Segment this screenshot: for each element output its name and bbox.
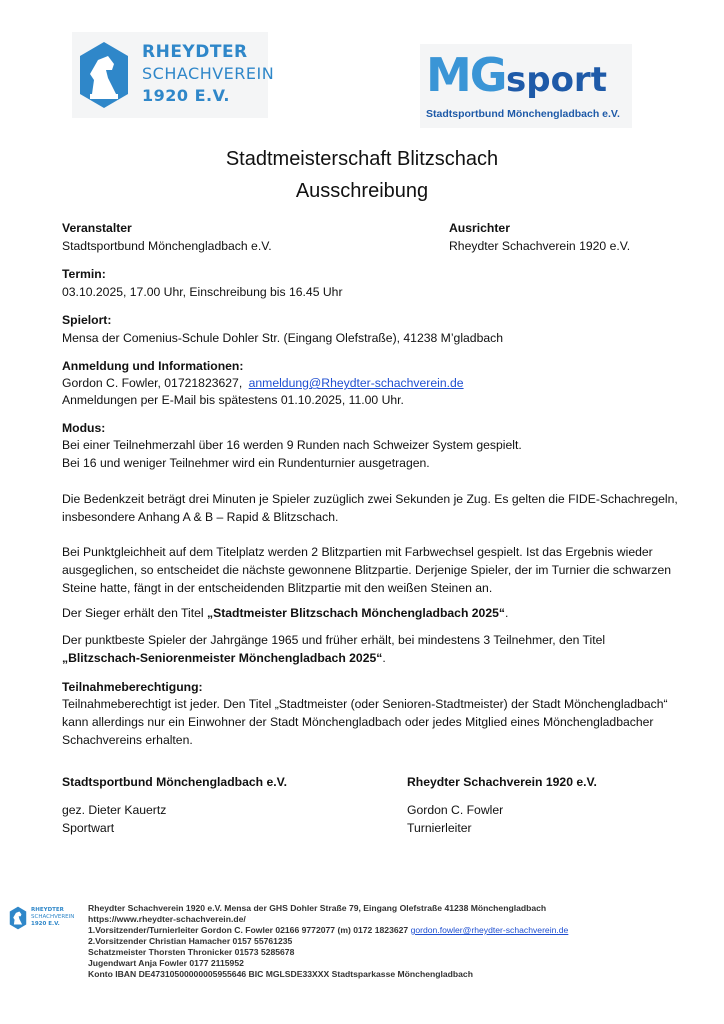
modus-p5-post: . bbox=[504, 606, 509, 620]
footer-line5: Schatzmeister Thorsten Thronicker 01573 5285678 bbox=[88, 947, 295, 957]
rsv-logo-line2: SCHACHVEREIN bbox=[142, 64, 275, 83]
teilnahme-l3: Schachvereins erhalten. bbox=[62, 733, 193, 747]
footer-line4: 2.Vorsitzender Christian Hamacher 0157 55761235 bbox=[88, 936, 293, 946]
veranstalter-label: Veranstalter bbox=[62, 221, 132, 235]
teilnahme-label: Teilnahmeberechtigung: bbox=[62, 680, 203, 694]
footer-logo-line3: 1920 E.V. bbox=[31, 921, 60, 927]
signature-right-name: Gordon C. Fowler bbox=[407, 803, 504, 817]
signature-left-role: Sportwart bbox=[62, 821, 115, 835]
modus-p5 bbox=[62, 605, 508, 622]
teilnahme-l1: Teilnahmeberechtigt ist jeder. Den Titel „Stadtmeister (oder Senioren-Stadtmeister) der Stadt Mönchengladbach“ bbox=[62, 697, 668, 711]
termin-value: 03.10.2025, 17.00 Uhr, Einschreibung bis 16.45 Uhr bbox=[62, 285, 343, 299]
termin-label: Termin: bbox=[62, 267, 106, 281]
rsv-logo-line1: RHEYDTER bbox=[142, 42, 248, 62]
mg-logo-tagline: Stadtsportbund Mönchengladbach e.V. bbox=[426, 108, 620, 120]
footer-logo-line1: RHEYDTER bbox=[31, 907, 64, 913]
modus-p4c: Steine hatte, fängt in der entscheidenden Blitzpartie mit den weißen Steinen an. bbox=[62, 581, 493, 595]
modus-p5-title: „Stadtmeister Blitzschach Mönchengladbach 2025“ bbox=[206, 606, 505, 620]
signature-left-name: gez. Dieter Kauertz bbox=[62, 803, 167, 817]
anmeldung-deadline: Anmeldungen per E-Mail bis spätestens 01.10.2025, 11.00 Uhr. bbox=[62, 393, 404, 407]
modus-p6-title: „Blitzschach-Seniorenmeister Mönchengladbach 2025“ bbox=[62, 651, 383, 665]
rsv-logo-line3: 1920 E.V. bbox=[142, 86, 231, 105]
modus-p3b: insbesondere Anhang A & B – Rapid & Blitzschach. bbox=[62, 510, 339, 524]
modus-p4b: ausgeglichen, so entscheidet die nächste gewonnene Blitzpartie. Derjenige Spieler, der im Turnier die schwarzen bbox=[62, 563, 672, 577]
anmeldung-contact-line bbox=[62, 375, 464, 392]
ausrichter-label: Ausrichter bbox=[449, 221, 510, 235]
teilnahme-l2: kann allerdings nur ein Einwohner der Stadt Mönchengladbach oder jedes Mitglied eines Mönchengladbacher bbox=[62, 715, 654, 729]
modus-p6a: Der punktbeste Spieler der Jahrgänge 1965 und früher erhält, bei mindestens 3 Teilnehmer, den Titel bbox=[62, 633, 606, 647]
document-subtitle: Ausschreibung bbox=[295, 180, 429, 202]
modus-p6b bbox=[62, 650, 386, 667]
modus-label: Modus: bbox=[62, 421, 106, 435]
footer-website-link[interactable]: https://www.rheydter-schachverein.de/ bbox=[88, 914, 246, 924]
footer-logo-line2: SCHACHVEREIN bbox=[31, 914, 75, 920]
modus-p4a: Bei Punktgleichheit auf dem Titelplatz werden 2 Blitzpartien mit Farbwechsel gespielt. Ist das Ergebnis wieder bbox=[62, 545, 653, 559]
veranstalter-value: Stadtsportbund Mönchengladbach e.V. bbox=[62, 239, 272, 253]
anmeldung-label: Anmeldung und Informationen: bbox=[62, 359, 244, 373]
footer-chair-contact: 1.Vorsitzender/Turnierleiter Gordon C. Fowler 02166 9772077 (m) 0172 1823627 bbox=[88, 925, 411, 935]
modus-p1: Bei einer Teilnehmerzahl über 16 werden 9 Runden nach Schweizer System gespielt. bbox=[62, 438, 522, 452]
spielort-label: Spielort: bbox=[62, 313, 112, 327]
footer-email-link[interactable]: gordon.fowler@rheydter-schachverein.de bbox=[410, 925, 569, 935]
signature-right-role: Turnierleiter bbox=[407, 821, 472, 835]
mg-logo-sport: sport bbox=[506, 60, 607, 100]
footer-line3 bbox=[88, 925, 568, 936]
chess-knight-icon bbox=[78, 40, 130, 110]
mg-sport-logo bbox=[420, 44, 632, 128]
rsv-logo bbox=[72, 32, 275, 118]
signature-left-org: Stadtsportbund Mönchengladbach e.V. bbox=[62, 775, 288, 789]
signature-right-org: Rheydter Schachverein 1920 e.V. bbox=[407, 775, 597, 789]
anmeldung-email-link[interactable]: anmeldung@Rheydter-schachverein.de bbox=[248, 376, 464, 390]
modus-p6-post: . bbox=[382, 651, 386, 665]
footer-line6: Jugendwart Anja Fowler 0177 2115952 bbox=[88, 958, 244, 968]
document-title: Stadtmeisterschaft Blitzschach bbox=[225, 148, 499, 170]
mg-logo-brand: MG bbox=[426, 48, 506, 102]
ausrichter-value: Rheydter Schachverein 1920 e.V. bbox=[449, 239, 631, 253]
modus-p2: Bei 16 und weniger Teilnehmer wird ein Rundenturnier ausgetragen. bbox=[62, 456, 430, 470]
footer-line7: Konto IBAN DE47310500000005955646 BIC MGLSDE33XXX Stadtsparkasse Mönchengladbach bbox=[88, 969, 473, 979]
anmeldung-contact: Gordon C. Fowler, 01721823627, bbox=[62, 376, 246, 390]
spielort-value: Mensa der Comenius-Schule Dohler Str. (Eingang Olefstraße), 41238 M’gladbach bbox=[62, 331, 504, 345]
modus-p3a: Die Bedenkzeit beträgt drei Minuten je Spieler zuzüglich zwei Sekunden je Zug. Es gelten die FIDE-Schachregeln, bbox=[62, 492, 678, 506]
modus-p5-pre: Der Sieger erhält den Titel bbox=[62, 606, 207, 620]
footer-line1: Rheydter Schachverein 1920 e.V. Mensa der GHS Dohler Straße 79, Eingang Olefstraße 41238 Mönchengladbach bbox=[88, 903, 547, 913]
chess-knight-icon bbox=[8, 906, 28, 930]
footer-rsv-logo bbox=[8, 906, 75, 930]
